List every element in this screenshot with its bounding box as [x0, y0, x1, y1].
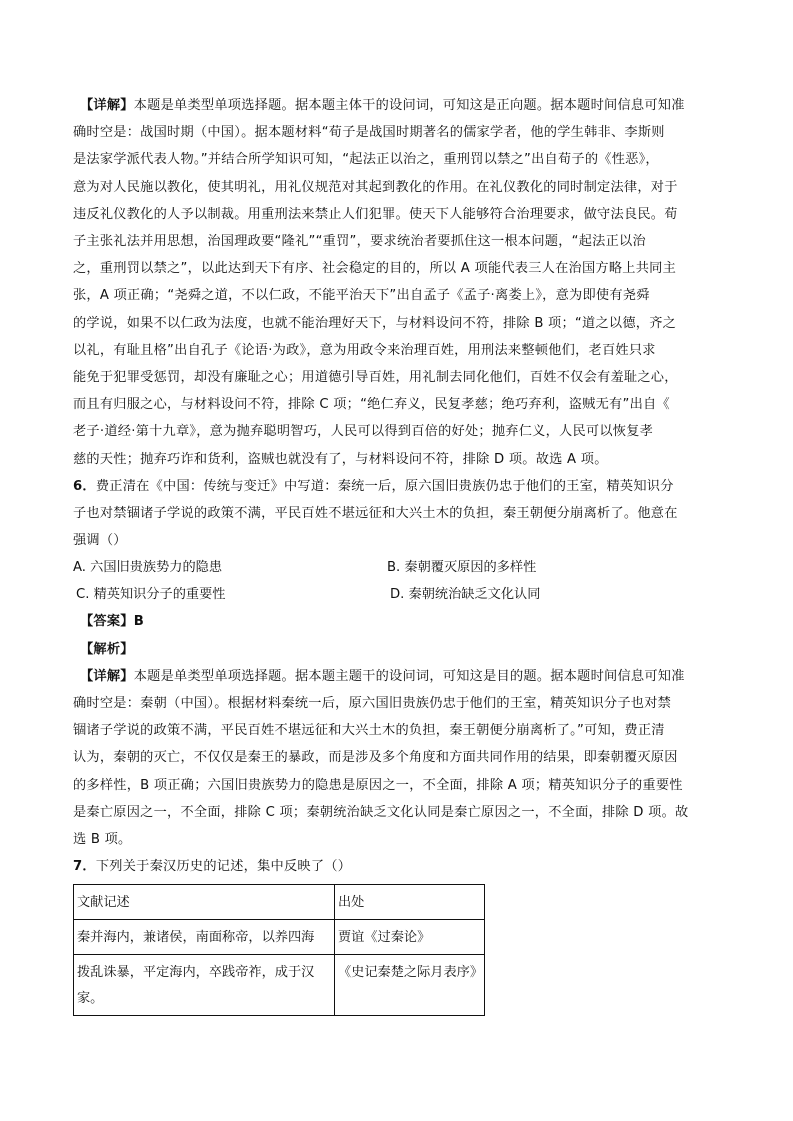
question-6: [73, 473, 717, 853]
q5-detail-line-4: 违反礼仪教化的人予以制裁。用重刑法来禁止人们犯罪。使天下人能够符合治理要求，做守法良民。荀: [73, 206, 678, 222]
q6-analysis-label: 【解析】: [80, 641, 134, 657]
q5-detail-line-9: 以礼，有耻且格”出自孔子《论语·为政》，意为用政令来治理百姓，用刑法来整顿他们，老百姓只求: [73, 342, 656, 358]
q5-detail-line-2: 是法家学派代表人物。”并结合所学知识可知，“起法正以治之，重刑罚以禁之”出自荀子的《性恶》，: [73, 152, 659, 168]
q6-stem-line-1: 子也对禁锢诸子学说的政策不满，平民百姓不堪远征和大兴土木的负担，秦王朝便分崩离析了。他意在: [73, 506, 678, 522]
q5-detail-line-6: 之，重刑罚以禁之”，以此达到天下有序、社会稳定的目的，所以 A 项能代表三人在治国方略上共同主: [73, 261, 677, 277]
q6-detail-line-5: 是秦亡原因之一，不全面，排除 C 项；秦朝统治缺乏文化认同是秦亡原因之一，不全面，排除 D 项。故: [73, 804, 689, 820]
q5-detail-line-11: 而且有归服之心，与材料设问不符，排除 C 项；“绝仁弃义，民复孝慈；绝巧弃利，盗贼无有”出自《: [73, 397, 670, 413]
q6-option-d[interactable]: D. 秦朝统治缺乏文化认同: [390, 587, 541, 603]
q5-detail-line-0: 【详解】本题是单类型单项选择题。据本题主体干的设问词，可知这是正向题。据本题时间信息可知准: [80, 98, 685, 113]
q7-number: 7．: [73, 859, 96, 875]
q5-detail-line-3: 意为对人民施以教化，使其明礼，用礼仪规范对其起到教化的作用。在礼仪教化的同时制定法律，对于: [73, 179, 678, 195]
q6-stem-line-0: 6．费正清在《中国：传统与变迁》中写道：秦统一后，原六国旧贵族仍忠于他们的王室，精英知识分: [73, 478, 674, 494]
q6-detail-line-6: 选 B 项。: [73, 832, 132, 848]
q6-stem-line-2: 强调（）: [73, 533, 127, 549]
q5-detail-line-13: 慈的天性；抛弃巧诈和货利，盗贼也就没有了，与材料设问不符，排除 D 项。故选 A 项。: [73, 451, 608, 467]
q6-answer: [73, 608, 717, 635]
q6-number: 6．: [73, 478, 96, 494]
table-cell: 拨乱诛暴，平定海内，卒践帝祚，成于汉家。: [74, 955, 335, 1016]
q6-detail-line-0: 【详解】本题是单类型单项选择题。据本题主题干的设问词，可知这是目的题。据本题时间信息可知准: [80, 668, 685, 684]
table-header-cell: 文献记述: [74, 885, 335, 920]
q5-detail-line-12: 老子·道经·第十九章》，意为抛弃聪明智巧，人民可以得到百倍的好处；抛弃仁义，人民可以恢复孝: [73, 424, 654, 440]
table-row: [74, 920, 485, 955]
q6-answer-value: B: [133, 614, 145, 630]
table-cell: 《史记秦楚之际月表序》: [335, 955, 485, 1016]
page-content: [73, 92, 717, 1016]
q5-detail-line-7: 张，A 项正确；“尧舜之道，不以仁政，不能平治天下”出自孟子《孟子·离娄上》，意为即使有尧舜: [73, 288, 650, 304]
q5-detail-label: 【详解】: [80, 98, 134, 113]
q6-detail-line-3: 认为，秦朝的灭亡，不仅仅是秦王的暴政，而是涉及多个角度和方面共同作用的结果，即秦朝覆灭原因: [73, 750, 678, 766]
q6-options: [73, 554, 717, 608]
q5-detail-line-8: 的学说，如果不以仁政为法度，也就不能治理好天下，与材料设问不符，排除 B 项；“道之以德，齐之: [73, 315, 677, 331]
q5-detail-line-10: 能免于犯罪受惩罚，却没有廉耻之心；用道德引导百姓，用礼制去同化他们，百姓不仅会有羞耻之心，: [73, 370, 678, 386]
q5-detail-line-5: 子主张礼法并用思想，治国理政要“隆礼”“重罚”，要求统治者要抓住这一根本问题，“起法正以治: [73, 234, 646, 250]
q7-stem: 7．下列关于秦汉历史的记述，集中反映了（）: [73, 859, 352, 875]
q6-detail-line-1: 确时空是：秦朝（中国）。根据材料秦统一后，原六国旧贵族仍忠于他们的王室，精英知识分子也对禁: [73, 696, 672, 712]
q6-option-a[interactable]: A. 六国旧贵族势力的隐患: [73, 560, 223, 576]
table-header-cell: 出处: [335, 885, 485, 920]
q6-option-c[interactable]: C. 精英知识分子的重要性: [76, 587, 226, 603]
table-header-row: [74, 885, 485, 920]
table-cell: 贾谊《过秦论》: [335, 920, 485, 955]
q6-option-b[interactable]: B. 秦朝覆灭原因的多样性: [387, 560, 537, 576]
q5-detail-line-1: 确时空是：战国时期（中国）。据本题材料“荀子是战国时期著名的儒家学者，他的学生韩非、李斯则: [73, 125, 665, 141]
q7-source-table: [73, 884, 485, 1016]
table-cell: 秦并海内，兼诸侯，南面称帝，以养四海: [74, 920, 335, 955]
question-7: [73, 853, 717, 1016]
q6-detail-line-4: 的多样性，B 项正确；六国旧贵族势力的隐患是原因之一，不全面，排除 A 项；精英知识分子的重要性: [73, 777, 683, 793]
q6-answer-label: 【答案】: [80, 614, 134, 630]
table-row: [74, 955, 485, 1016]
q6-detail-line-2: 锢诸子学说的政策不满，平民百姓不堪远征和大兴土木的负担，秦王朝便分崩离析了。”可知，费正清: [73, 723, 665, 739]
q6-detail-label: 【详解】: [80, 668, 134, 684]
q5-detail: [73, 92, 717, 473]
